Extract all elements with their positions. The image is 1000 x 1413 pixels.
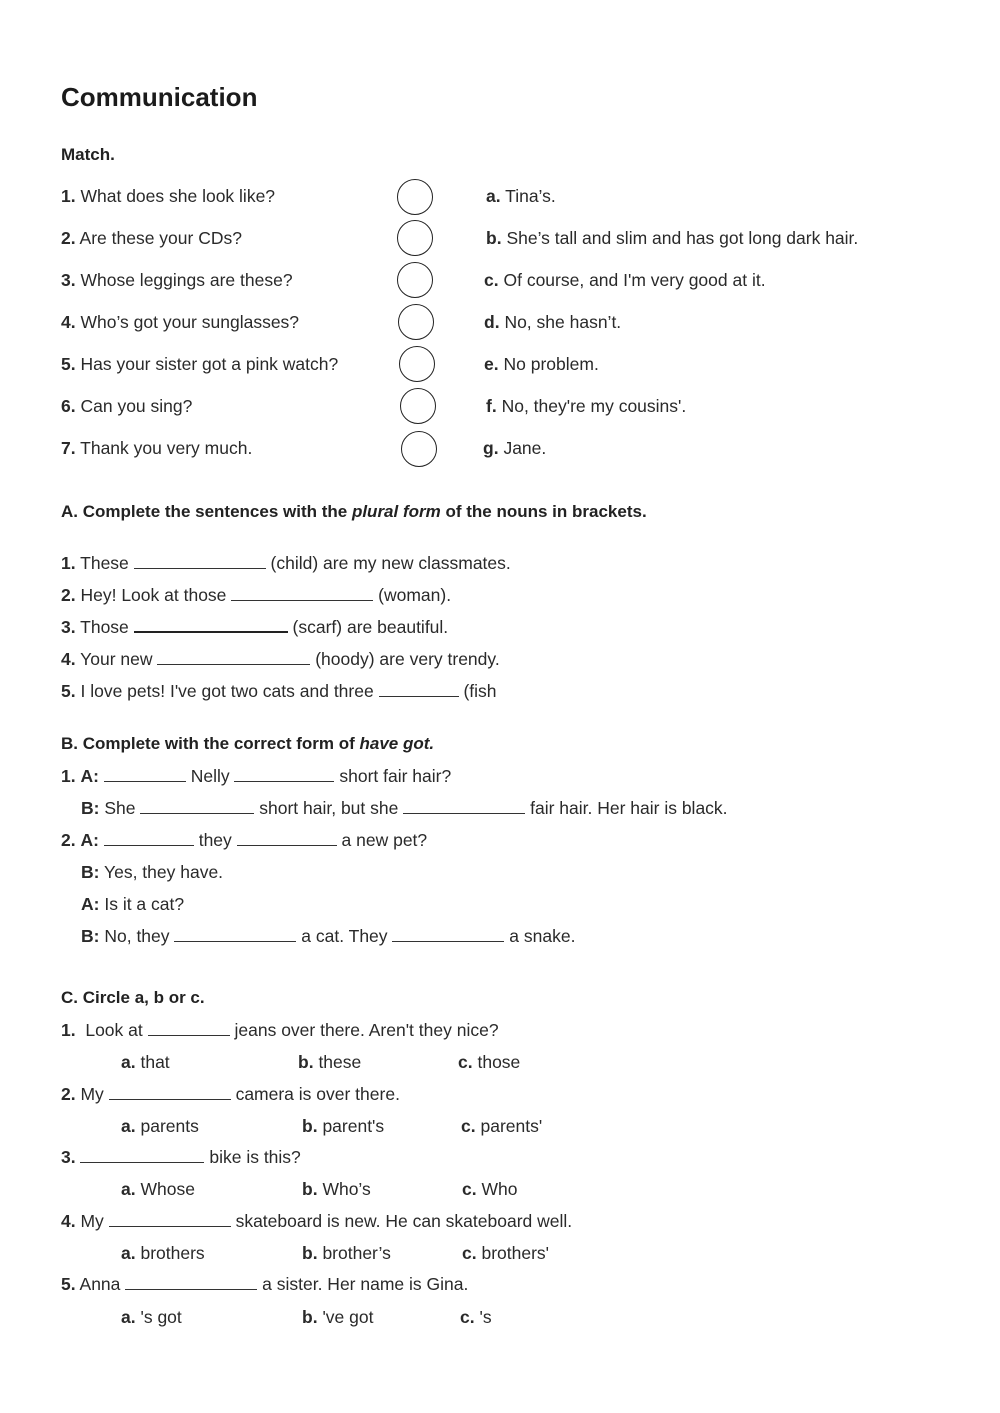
option-b[interactable]: b. these [298, 1052, 362, 1072]
answer-circle-6[interactable] [400, 388, 436, 424]
section-a-item: 2. Hey! Look at those (woman). [61, 585, 452, 605]
section-a-item: 4. Your new (hoody) are very trendy. [61, 649, 500, 669]
match-answer: g. Jane. [483, 438, 547, 458]
section-c-heading: C. Circle a, b or c. [61, 988, 205, 1007]
match-answer: f. No, they're my cousins'. [486, 396, 687, 416]
match-question: 7. Thank you very much. [61, 438, 253, 458]
section-c-item: 2. My camera is over there. [61, 1084, 400, 1104]
match-question: 4. Who’s got your sunglasses? [61, 312, 300, 332]
match-answer: a. Tina’s. [486, 186, 556, 206]
blank-input[interactable] [104, 767, 186, 782]
match-answer: c. Of course, and I'm very good at it. [484, 270, 766, 290]
blank-input[interactable] [140, 799, 254, 814]
answer-circle-4[interactable] [398, 304, 434, 340]
section-c-item: 4. My skateboard is new. He can skateboard well. [61, 1211, 573, 1231]
match-question: 1. What does she look like? [61, 186, 276, 206]
match-heading: Match. [61, 145, 115, 164]
option-a[interactable]: a. that [121, 1052, 170, 1072]
answer-circle-5[interactable] [399, 346, 435, 382]
option-a[interactable]: a. Whose [121, 1179, 195, 1199]
section-a-item: 3. Those (scarf) are beautiful. [61, 617, 449, 637]
blank-input[interactable] [134, 617, 288, 633]
section-c-item: 1. Look at jeans over there. Aren't they nice? [61, 1020, 499, 1040]
blank-input[interactable] [104, 831, 194, 846]
match-answer: b. She’s tall and slim and has got long dark hair. [486, 228, 859, 248]
section-b-heading: B. Complete with the correct form of have got. [61, 734, 435, 753]
match-question: 2. Are these your CDs? [61, 228, 242, 248]
section-c-item: 3. bike is this? [61, 1147, 301, 1167]
match-question: 3. Whose leggings are these? [61, 270, 293, 290]
match-question: 6. Can you sing? [61, 396, 193, 416]
option-a[interactable]: a. parents [121, 1116, 199, 1136]
option-b[interactable]: b. Who’s [302, 1179, 371, 1199]
answer-circle-1[interactable] [397, 179, 433, 215]
answer-circle-2[interactable] [397, 220, 433, 256]
blank-input[interactable] [392, 927, 504, 942]
blank-input[interactable] [237, 831, 337, 846]
page-title: Communication [61, 82, 258, 112]
option-a[interactable]: a. 's got [121, 1307, 182, 1327]
section-b-q1-b: B: She short hair, but she fair hair. Her hair is black. [81, 798, 728, 818]
blank-input[interactable] [80, 1148, 204, 1163]
option-b[interactable]: b. brother’s [302, 1243, 391, 1263]
match-answer: d. No, she hasn’t. [484, 312, 622, 332]
blank-input[interactable] [134, 554, 266, 569]
section-a-item: 5. I love pets! I've got two cats and three (fish [61, 681, 497, 701]
section-b-q2-a: 2. A: they a new pet? [61, 830, 428, 850]
blank-input[interactable] [379, 682, 459, 697]
blank-input[interactable] [231, 586, 373, 601]
option-c[interactable]: c. parents' [461, 1116, 543, 1136]
section-a-item: 1. These (child) are my new classmates. [61, 553, 511, 573]
answer-circle-3[interactable] [397, 262, 433, 298]
section-b-q2-a2: A: Is it a cat? [81, 894, 185, 914]
section-b-q2-b1: B: Yes, they have. [81, 862, 224, 882]
option-a[interactable]: a. brothers [121, 1243, 205, 1263]
section-c-item: 5. Anna a sister. Her name is Gina. [61, 1274, 469, 1294]
option-c[interactable]: c. Who [462, 1179, 518, 1199]
section-a-heading: A. Complete the sentences with the plural form of the nouns in brackets. [61, 502, 647, 521]
option-b[interactable]: b. parent's [302, 1116, 385, 1136]
blank-input[interactable] [234, 767, 334, 782]
blank-input[interactable] [403, 799, 525, 814]
option-c[interactable]: c. brothers' [462, 1243, 550, 1263]
blank-input[interactable] [125, 1275, 257, 1290]
blank-input[interactable] [174, 927, 296, 942]
blank-input[interactable] [109, 1212, 231, 1227]
section-b-q1-a: 1. A: Nelly short fair hair? [61, 766, 452, 786]
blank-input[interactable] [148, 1021, 230, 1036]
option-c[interactable]: c. those [458, 1052, 521, 1072]
blank-input[interactable] [109, 1085, 231, 1100]
match-question: 5. Has your sister got a pink watch? [61, 354, 339, 374]
section-b-q2-b2: B: No, they a cat. They a snake. [81, 926, 576, 946]
answer-circle-7[interactable] [401, 431, 437, 467]
option-c[interactable]: c. 's [460, 1307, 492, 1327]
option-b[interactable]: b. 've got [302, 1307, 374, 1327]
match-answer: e. No problem. [484, 354, 599, 374]
blank-input[interactable] [157, 650, 310, 665]
